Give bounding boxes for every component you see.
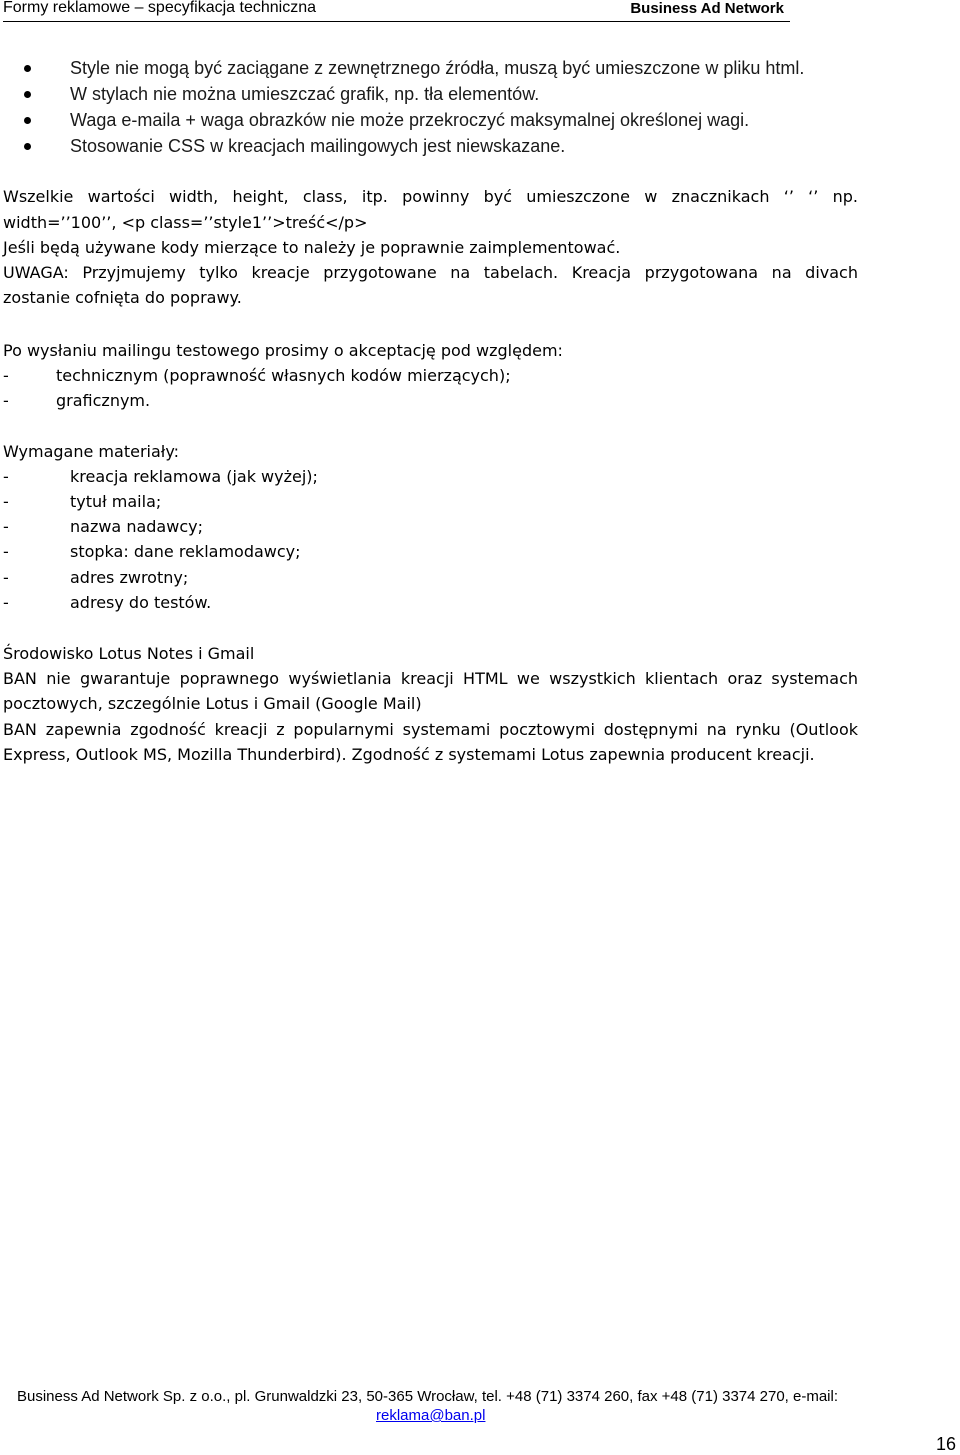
lotus-heading: Środowisko Lotus Notes i Gmail [3,644,255,663]
values-note-line-3: Jeśli będą używane kody mierzące to należy je poprawnie zaimplementować. [3,238,621,257]
lotus-paragraph-2-line-1: BAN zapewnia zgodność kreacji z popularnymi systemami pocztowymi dostępnymi na rynku (Outlook [3,720,858,739]
lotus-paragraph-2-line-2: Express, Outlook MS, Mozilla Thunderbird). Zgodność z systemami Lotus zapewnia producent kreacji. [3,745,815,764]
list-item: W stylach nie można umieszczać grafik, np. tła elementów. [0,83,804,109]
list-item: - stopka: dane reklamodawcy; [3,542,301,561]
list-item: Stosowanie CSS w kreacjach mailingowych jest niewskazane. [0,135,804,161]
footer-email-link[interactable]: reklama@ban.pl [376,1407,486,1424]
list-item: - tytuł maila; [3,492,162,511]
lotus-paragraph-1-line-2: pocztowych, szczególnie Lotus i Gmail (Google Mail) [3,694,422,713]
warning-line-2: zostanie cofnięta do poprawy. [3,288,242,307]
list-item: - graficznym. [3,391,151,410]
acceptance-intro: Po wysłaniu mailingu testowego prosimy o akceptację pod względem: [3,341,563,360]
page-number: 16 [935,1434,956,1454]
list-item: - technicznym (poprawność własnych kodów mierzących); [3,366,511,385]
list-item: - kreacja reklamowa (jak wyżej); [3,467,318,486]
list-item: - adres zwrotny; [3,568,189,587]
list-item: Style nie mogą być zaciągane z zewnętrznego źródła, muszą być umieszczone w pliku html. [0,57,804,83]
bullet-icon [24,143,31,150]
warning-line: UWAGA: Przyjmujemy tylko kreacje przygotowane na tabelach. Kreacja przygotowana na divach [3,263,858,282]
document-title: Formy reklamowe – specyfikacja techniczna [3,0,317,16]
header-brand: Business Ad Network [630,0,784,17]
page-header [3,0,790,22]
list-item: - adresy do testów. [3,593,212,612]
lotus-paragraph-1-line-1: BAN nie gwarantuje poprawnego wyświetlania kreacji HTML we wszystkich klientach oraz systemach [3,669,858,688]
values-note-line-1: Wszelkie wartości width, height, class, itp. powinny być umieszczone w znacznikach ‘’ ‘’ np. [3,187,858,206]
list-item: Waga e-maila + waga obrazków nie może przekroczyć maksymalnej określonej wagi. [0,109,804,135]
bullet-icon [24,91,31,98]
bullet-icon [24,65,31,72]
materials-heading: Wymagane materiały: [3,442,180,461]
values-note-line-2: width=’’100’’, <p class=’’style1’’>treść</p> [3,213,368,232]
bullet-icon [24,117,31,124]
list-item: - nazwa nadawcy; [3,517,203,536]
style-rules-list [0,57,804,161]
footer-address: Business Ad Network Sp. z o.o., pl. Grunwaldzki 23, 50-365 Wrocław, tel. +48 (71) 3374 260, fax +48 (71) 3374 270, e-mail: [17,1388,839,1405]
